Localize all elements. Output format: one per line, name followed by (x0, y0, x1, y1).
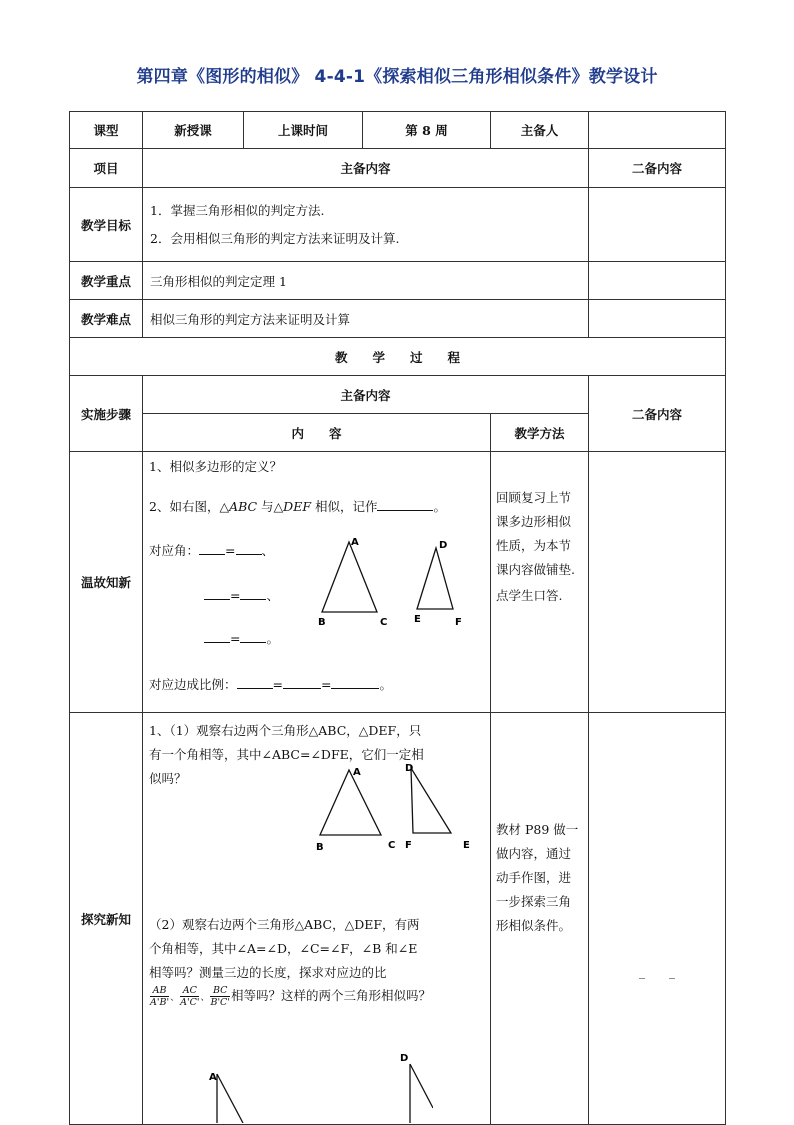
angle-line-3: = 。 (204, 631, 279, 646)
difficulty-row (70, 300, 726, 338)
review-q2: 2、如右图，△ABC 与△DEF 相似，记作 。 (149, 499, 446, 514)
triangle-def (417, 548, 453, 609)
explore-label: 探究新知 (70, 713, 143, 1125)
goals-second (589, 188, 726, 262)
ratio-fraction: $\frac{AB}{A'B'}$ (150, 985, 170, 1008)
method-line: 动手作图，进 (496, 870, 572, 885)
explore-method (491, 713, 589, 1125)
angle-line-1: 对应角： = 、 (149, 543, 275, 558)
explore-second (589, 713, 726, 1125)
answer-blank[interactable] (240, 631, 266, 643)
ratio-fraction: $\frac{BC}{B'C'}$ (210, 985, 230, 1008)
course-type-label: 课型 (70, 112, 143, 149)
explore-triangles-figure-2 (193, 1048, 433, 1123)
vertex-c-label: C (380, 617, 388, 626)
process-heading: 教 学 过 程 (70, 338, 726, 376)
answer-blank[interactable] (331, 677, 379, 689)
lesson-plan-table (69, 111, 726, 1125)
steps-second-label: 二备内容 (589, 376, 726, 452)
answer-blank[interactable] (204, 588, 230, 600)
review-method (491, 452, 589, 713)
key-point-value: 三角形相似的判定定理 1 (143, 262, 589, 300)
goals-label: 教学目标 (70, 188, 143, 262)
vertex-f-label: F (455, 617, 462, 626)
item-label: 项目 (70, 149, 143, 188)
answer-blank[interactable] (283, 677, 321, 689)
triangle-def (411, 768, 451, 833)
ratio-line: 对应边成比例： = = 。 (149, 677, 392, 692)
item-row (70, 149, 726, 188)
vertex-c-label: C (388, 840, 396, 851)
review-second (589, 452, 726, 713)
explore-content (143, 713, 491, 1125)
vertex-f-label: F (405, 840, 412, 851)
vertex-e-label: E (414, 614, 421, 625)
goal-item: 1．掌握三角形相似的判定方法. (150, 202, 325, 218)
header-row (70, 112, 726, 149)
answer-blank[interactable] (204, 631, 230, 643)
answer-blank[interactable] (240, 588, 266, 600)
difficulty-value: 相似三角形的判定方法来证明及计算 (143, 300, 589, 338)
angle-line-2: = 、 (204, 588, 279, 603)
method-line: 课多边形相似 (496, 514, 572, 529)
review-row (70, 452, 726, 713)
steps-main-label: 主备内容 (143, 376, 589, 414)
vertex-a-label: A (353, 767, 361, 778)
answer-blank[interactable] (377, 499, 433, 511)
method-label: 教学方法 (491, 414, 589, 452)
method-line: 做内容，通过 (496, 846, 572, 861)
process-heading-row (70, 338, 726, 376)
course-type-value: 新授课 (143, 112, 244, 149)
method-line: 课内容做铺垫. (496, 562, 575, 577)
explore-p2: （2）观察右边两个三角形△ABC，△DEF，有两 个角相等，其中∠A=∠D，∠C=∠F，∠B 和∠E 相等吗？测量三边的长度，探求对应边的比 (149, 917, 420, 980)
key-point-row (70, 262, 726, 300)
vertex-e-label: E (463, 840, 470, 851)
method-line: 性质，为本节 (496, 538, 572, 553)
vertex-a-label: A (209, 1072, 217, 1083)
vertex-a-label: A (351, 537, 359, 548)
key-point-label: 教学重点 (70, 262, 143, 300)
method-line: 形相似条件。 (496, 918, 572, 933)
method-line: 教材 P89 做一 (496, 822, 579, 837)
preparer-value (589, 112, 726, 149)
class-time-value: 第 8 周 (363, 112, 491, 149)
method-line: 一步探索三角 (496, 894, 572, 909)
goal-item: 2．会用相似三角形的判定方法来证明及计算. (150, 230, 400, 246)
second-marks: _ _ (639, 965, 676, 979)
review-triangles-figure (313, 534, 473, 626)
ratio-fraction: $\frac{AC}{A'C'}$ (180, 985, 200, 1008)
explore-p1: 1、（1）观察右边两个三角形△ABC，△DEF，只 有一个角相等，其中∠ABC=∠DFE，它们一定相 似吗？ (149, 723, 424, 786)
method-line: 点学生口答. (496, 588, 563, 603)
explore-triangles-figure-1 (313, 760, 473, 855)
method-line: 回顾复习上节 (496, 490, 572, 505)
key-point-second (589, 262, 726, 300)
answer-blank[interactable] (237, 677, 273, 689)
difficulty-label: 教学难点 (70, 300, 143, 338)
answer-blank[interactable] (236, 543, 262, 555)
second-content-label: 二备内容 (589, 149, 726, 188)
vertex-d-label: D (439, 540, 448, 551)
goals-content (143, 188, 589, 262)
preparer-label: 主备人 (491, 112, 589, 149)
goals-row (70, 188, 726, 262)
page-title: 第四章《图形的相似》 4-4-1《探索相似三角形相似条件》教学设计 (136, 67, 658, 87)
review-content (143, 452, 491, 713)
class-time-label: 上课时间 (244, 112, 363, 149)
vertex-d-label: D (405, 763, 414, 774)
vertex-d-label: D (400, 1053, 409, 1064)
vertex-b-label: B (316, 842, 324, 853)
explore-p2-tail: $\frac{AB}{A'B'}$ 、 $\frac{AC}{A'C'}$ 、 $\frac{BC}{B'C'}$ 相等吗？这样的两个三角形相似吗？ (150, 985, 431, 1008)
steps-label: 实施步骤 (70, 376, 143, 452)
explore-row (70, 713, 726, 1125)
difficulty-second (589, 300, 726, 338)
triangle-abc (320, 770, 381, 835)
content-label: 内 容 (143, 414, 491, 452)
triangle-abc (322, 542, 377, 612)
main-content-label: 主备内容 (143, 149, 589, 188)
review-q1: 1、相似多边形的定义？ (149, 459, 282, 474)
answer-blank[interactable] (199, 543, 225, 555)
steps-header-row (70, 376, 726, 414)
review-label: 温故知新 (70, 452, 143, 713)
vertex-b-label: B (318, 617, 326, 626)
